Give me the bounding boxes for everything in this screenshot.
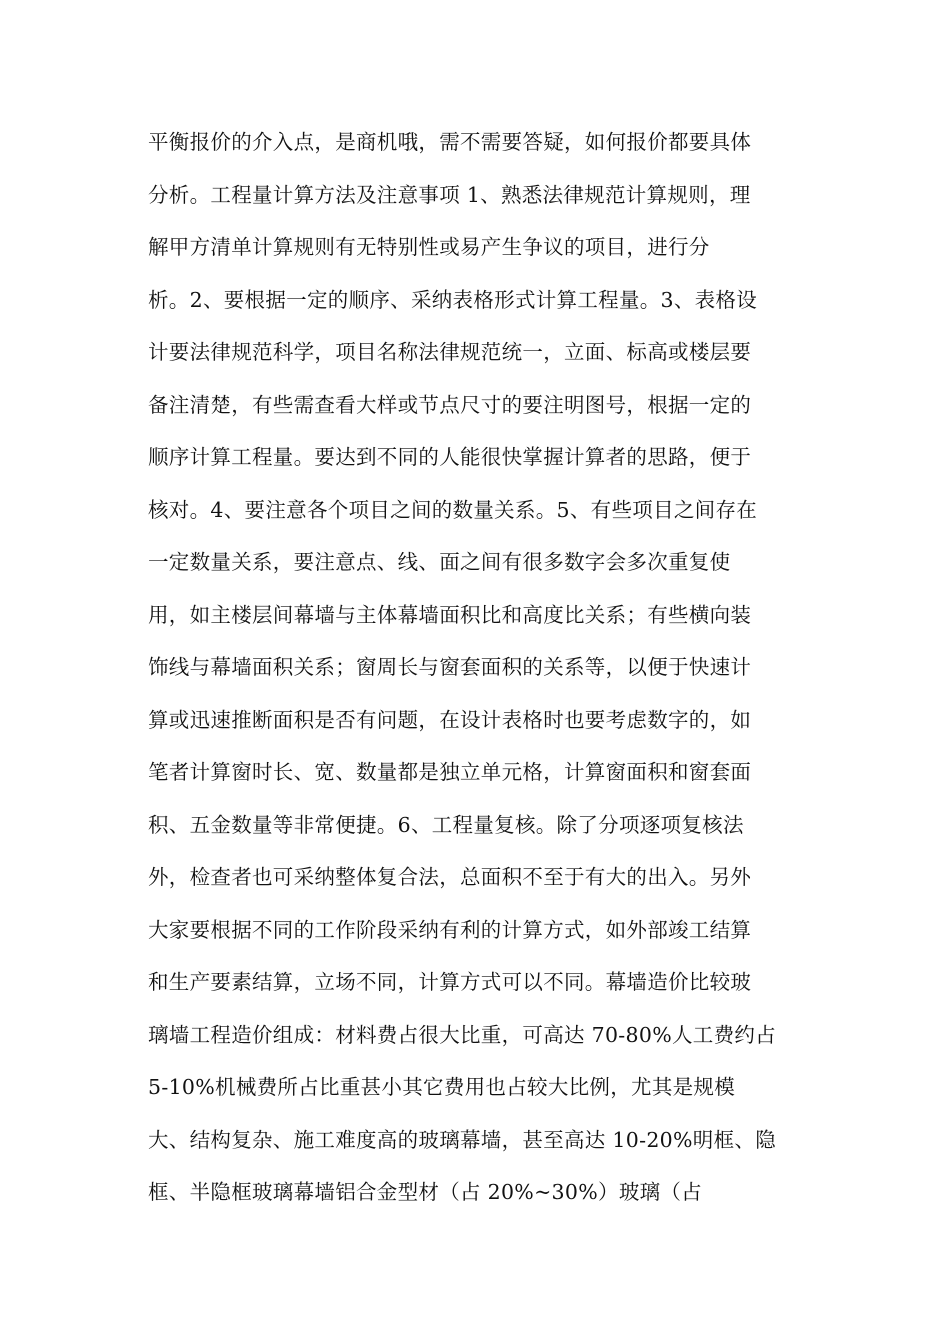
text-line: 饰线与幕墙面积关系；窗周长与窗套面积的关系等，以便于快速计 xyxy=(148,655,752,679)
text-line: 璃墙工程造价组成：材料费占很大比重，可高达 70-80%人工费约占 xyxy=(148,1022,776,1047)
text-line: 平衡报价的介入点，是商机哦，需不需要答疑，如何报价都要具体 xyxy=(148,130,752,154)
text-line: 5-10%机械费所占比重甚小其它费用也占较大比例，尤其是规模 xyxy=(148,1075,736,1099)
text-line: 大、结构复杂、施工难度高的玻璃幕墙，甚至高达 10-20%明框、隐 xyxy=(148,1127,776,1152)
text-line: 外，检查者也可采纳整体复合法，总面积不至于有大的出入。另外 xyxy=(148,865,752,889)
text-line: 用，如主楼层间幕墙与主体幕墙面积比和高度比关系；有些横向装 xyxy=(148,602,752,627)
text-line: 计要法律规范科学，项目名称法律规范统一，立面、标高或楼层要 xyxy=(148,340,752,364)
text-line: 析。2、要根据一定的顺序、采纳表格形式计算工程量。3、表格设 xyxy=(148,287,758,312)
text-line: 一定数量关系，要注意点、线、面之间有很多数字会多次重复使 xyxy=(148,550,731,574)
text-line: 笔者计算窗时长、宽、数量都是独立单元格，计算窗面积和窗套面 xyxy=(148,760,752,784)
text-line: 框、半隐框玻璃幕墙铝合金型材（占 20%~30%）玻璃（占 xyxy=(148,1180,703,1204)
text-line: 积、五金数量等非常便捷。6、工程量复核。除了分项逐项复核法 xyxy=(148,812,744,837)
text-line: 核对。4、要注意各个项目之间的数量关系。5、有些项目之间存在 xyxy=(148,497,758,522)
text-line: 和生产要素结算，立场不同，计算方式可以不同。幕墙造价比较玻 xyxy=(148,970,752,994)
body-paragraph xyxy=(148,116,828,1219)
text-line: 大家要根据不同的工作阶段采纳有利的计算方式，如外部竣工结算 xyxy=(148,917,752,942)
text-line: 顺序计算工程量。要达到不同的人能很快掌握计算者的思路，便于 xyxy=(148,445,752,469)
text-line: 算或迅速推断面积是否有问题，在设计表格时也要考虑数字的，如 xyxy=(148,707,752,732)
text-line: 备注清楚，有些需查看大样或节点尺寸的要注明图号，根据一定的 xyxy=(148,392,752,417)
text-line: 解甲方清单计算规则有无特别性或易产生争议的项目，进行分 xyxy=(148,235,710,259)
text-line: 分析。工程量计算方法及注意事项 1、熟悉法律规范计算规则，理 xyxy=(148,182,751,207)
